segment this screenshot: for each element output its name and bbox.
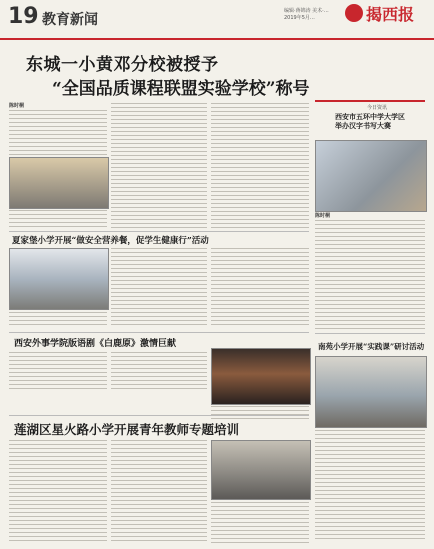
page-header xyxy=(0,0,434,40)
xiaxing-text-col2 xyxy=(111,248,207,328)
xiaxing-text-col3 xyxy=(211,248,309,328)
divider xyxy=(9,231,309,232)
nannan-headline: 南苑小学开展“实践课”研讨活动 xyxy=(318,342,425,351)
xiaxing-caption xyxy=(9,312,107,327)
xian-text-col2 xyxy=(111,352,207,392)
newspaper-logo xyxy=(345,2,414,24)
meta-line: 2019年5月… xyxy=(284,15,315,21)
divider xyxy=(315,333,425,334)
xian-headline: 西安外事学院版语剧《白鹿原》激情巨献 xyxy=(14,339,177,349)
logo-text: 揭西报 xyxy=(366,4,415,24)
right-article-text xyxy=(315,220,425,330)
page-number: 19 xyxy=(8,4,39,29)
main-headline-line2: “全国品质课程联盟实验学校”称号 xyxy=(52,79,310,99)
main-headline-line1: 东城一小黄邓分校被授予 xyxy=(26,55,219,75)
nannan-text xyxy=(315,430,425,540)
right-headline-line1: 西安市五环中学大学区 xyxy=(335,112,405,121)
main-article-text-col3 xyxy=(211,103,309,228)
right-kicker: 今日资讯 xyxy=(367,105,388,111)
right-article-photo xyxy=(315,140,427,212)
lianhu-text-col2 xyxy=(111,440,207,544)
main-article-text-col2 xyxy=(111,103,207,228)
divider xyxy=(9,415,309,416)
right-byline: 陈时桐 xyxy=(315,213,331,219)
main-byline: 陈时桐 xyxy=(9,103,25,109)
xiaxing-headline: 夏家堡小学开展“做安全营养餐，促学生健康行”活动 xyxy=(12,236,209,246)
right-headline-line2: 举办汉字书写大赛 xyxy=(335,121,391,130)
lianhu-headline: 莲湖区星火路小学开展青年教师专题培训 xyxy=(14,422,240,437)
nannan-photo xyxy=(315,356,427,428)
meta-line: 编辑·蒋锦涛 美术·… xyxy=(284,8,329,14)
xian-text-col1 xyxy=(9,352,107,392)
main-article-photo xyxy=(9,157,109,209)
section-title: 教育新闻 xyxy=(42,12,98,28)
logo-icon xyxy=(345,4,363,22)
divider xyxy=(9,332,309,333)
lianhu-text-col1 xyxy=(9,440,107,544)
issue-meta xyxy=(284,8,344,22)
xian-photo xyxy=(211,348,311,405)
lianhu-text-col3 xyxy=(211,502,309,544)
lianhu-photo xyxy=(211,440,311,500)
xiaxing-photo xyxy=(9,248,109,310)
